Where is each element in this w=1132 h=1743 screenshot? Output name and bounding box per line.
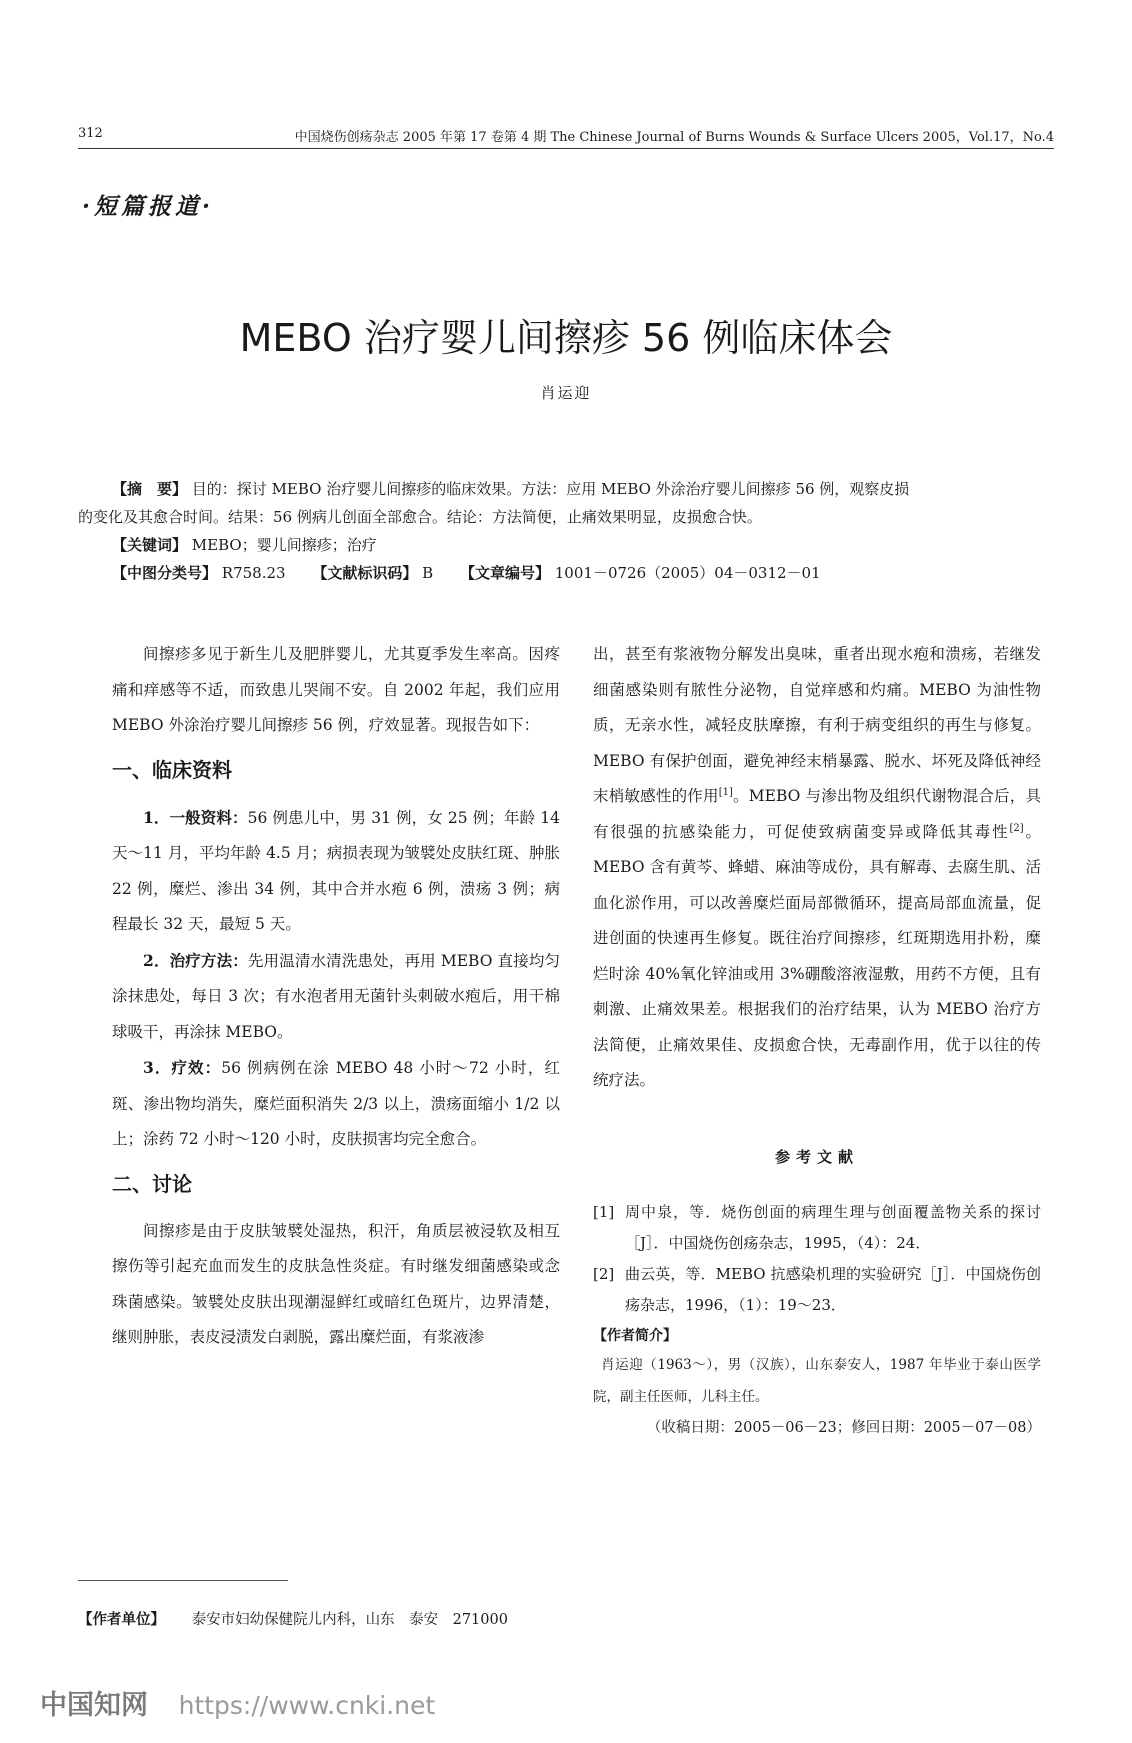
discussion-text-1: 出，甚至有浆液物分解发出臭味，重者出现水疱和溃疡，若继发细菌感染则有脓性分泌物，自觉痒感和灼痛。MEBO 为油性物质，无亲水性，减轻皮肤摩擦，有利于病变组织的再生与修复。MEBO 有保护创面，避免神经末梢暴露、脱水、坏死及降低神经末梢敏感性的作用 xyxy=(593,645,1041,805)
general-data-text: 56 例患儿中，男 31 例，女 25 例；年龄 14 天～11 月，平均年龄 4.5 月；病损表现为皱襞处皮肤红斑、肿胀 22 例，糜烂、渗出 34 例，其中合并水疱 6 例，溃疡 3 例；病程最长 32 天，最短 5 天。 xyxy=(112,808,560,933)
discussion-paragraph-right xyxy=(593,637,1041,1099)
page-number: 312 xyxy=(78,126,103,141)
doc-code-label: 【文献标识码】 xyxy=(312,564,418,582)
reference-item xyxy=(593,1259,1041,1321)
keywords-text: MEBO；婴儿间擦疹；治疗 xyxy=(191,536,377,554)
article-author: 肖运迎 xyxy=(540,384,592,402)
section-tag: ·短篇报道· xyxy=(82,193,215,220)
classification xyxy=(78,559,1054,587)
efficacy-label: 3．疗效： xyxy=(143,1058,222,1077)
article-meta xyxy=(78,475,1054,587)
affiliation-label: 【作者单位】 xyxy=(78,1611,165,1628)
reference-mark: [1] xyxy=(718,786,733,798)
affiliation-text: 泰安市妇幼保健院儿内科，山东 泰安 271000 xyxy=(191,1612,508,1628)
article-number-label: 【文章编号】 xyxy=(459,564,550,582)
reference-number: [2] xyxy=(593,1264,615,1283)
abstract-label: 【摘 要】 xyxy=(112,480,188,498)
section-heading-clinical-data: 一、临床资料 xyxy=(112,757,232,782)
reference-number: [1] xyxy=(593,1202,615,1221)
intro-paragraph: 间擦疹多见于新生儿及肥胖婴儿，尤其夏季发生率高。因疼痛和痒感等不适，而致患儿哭闹不安。自 2002 年起，我们应用 MEBO 外涂治疗婴儿间擦疹 56 例，疗效显著。现报告如下： xyxy=(112,645,560,734)
author-affiliation xyxy=(78,1608,508,1629)
references-title: 参考文献 xyxy=(774,1147,859,1166)
general-data-paragraph xyxy=(112,800,560,943)
clc-label: 【中图分类号】 xyxy=(112,564,218,582)
received-dates: （收稿日期：2005－06－23；修回日期：2005－07－08） xyxy=(646,1419,1041,1436)
abstract-continuation: 的变化及其愈合时间。结果：56 例病儿创面全部愈合。结论：方法简便，止痛效果明显，皮损愈合快。 xyxy=(78,508,762,526)
doc-code-value: B xyxy=(422,564,434,582)
left-column xyxy=(112,637,560,1356)
discussion-paragraph-left: 间擦疹是由于皮肤皱襞处湿热，积汗，角质层被浸软及相互擦伤等引起充血而发生的皮肤急性炎症。有时继发细菌感染或念珠菌感染。皱襞处皮肤出现潮湿鲜红或暗红色斑片，边界清楚，继则肿胀，表皮浸渍发白剥脱，露出糜烂面，有浆液渗 xyxy=(112,1221,560,1346)
section-heading-discussion: 二、讨论 xyxy=(112,1171,192,1196)
treatment-method-paragraph xyxy=(112,943,560,1051)
article-title: MEBO 治疗婴儿间擦疹 56 例临床体会 xyxy=(239,316,893,361)
watermark-url: https://www.cnki.net xyxy=(178,1691,436,1720)
abstract-line-1: 目的：探讨 MEBO 治疗婴儿间擦疹的临床效果。方法：应用 MEBO 外涂治疗婴儿间擦疹 56 例，观察皮损 xyxy=(191,480,910,498)
treatment-method-text: 先用温清水清洗患处，再用 MEBO 直接均匀涂抹患处，每日 3 次；有水泡者用无菌针头刺破水疱后，用干棉球吸干，再涂抹 MEBO。 xyxy=(112,951,560,1041)
reference-text: 曲云英，等．MEBO 抗感染机理的实验研究［J］．中国烧伤创疡杂志，1996，（1）：19～23． xyxy=(625,1264,1041,1314)
discussion-text-2: 。MEBO 与渗出物及组织代谢物混合后，具有很强的抗感染能力，可促使致病菌变异或降低其毒性 xyxy=(593,787,1041,841)
keywords-label: 【关键词】 xyxy=(112,536,188,554)
journal-citation: 中国烧伤创疡杂志 2005 年第 17 卷第 4 期 The Chinese Journal of Burns Wounds & Surface Ulcers 2005，Vol.17，No.4 xyxy=(294,130,1054,145)
reference-item xyxy=(593,1197,1041,1259)
footnote-divider xyxy=(78,1580,288,1581)
reference-text: 周中泉，等．烧伤创面的病理生理与创面覆盖物关系的探讨［J］．中国烧伤创疡杂志，1995，（4）：24． xyxy=(625,1202,1041,1252)
abstract xyxy=(78,475,1054,503)
efficacy-text: 56 例病例在涂 MEBO 48 小时～72 小时，红斑、渗出物均消失，糜烂面积消失 2/3 以上，溃疡面缩小 1/2 以上；涂药 72 小时～120 小时，皮肤损害均完全愈合。 xyxy=(112,1059,560,1148)
article-number-value: 1001－0726（2005）04－0312－01 xyxy=(554,564,821,582)
reference-mark: [2] xyxy=(1009,822,1024,834)
cnki-watermark xyxy=(40,1683,435,1722)
efficacy-paragraph xyxy=(112,1050,560,1158)
keywords xyxy=(78,531,1054,559)
author-intro-text: 肖运迎（1963～），男（汉族），山东泰安人，1987 年毕业于泰山医学院，副主任医师，儿科主任。 xyxy=(593,1356,1041,1405)
running-header xyxy=(78,126,1054,149)
watermark-brand: 中国知网 xyxy=(40,1690,148,1721)
general-data-label: 1．一般资料： xyxy=(143,807,248,827)
right-column xyxy=(593,637,1041,1443)
author-intro-label: 【作者简介】 xyxy=(593,1327,677,1344)
clc-value: R758.23 xyxy=(221,564,286,582)
discussion-text-3: 。MEBO 含有黄芩、蜂蜡、麻油等成份，具有解毒、去腐生肌、活血化淤作用，可以改善糜烂面局部微循环，提高局部血流量，促进创面的快速再生修复。既往治疗间擦疹，红斑期选用扑粉，糜烂时涂 40%氧化锌油或用 3%硼酸溶液湿敷，用药不方便，且有刺激、止痛效果差。根据我们的治疗结果，认为 MEBO 治疗方法简便，止痛效果佳、皮损愈合快，无毒副作用，优于以往的传统疗法。 xyxy=(593,822,1041,1089)
treatment-method-label: 2．治疗方法： xyxy=(143,950,248,970)
